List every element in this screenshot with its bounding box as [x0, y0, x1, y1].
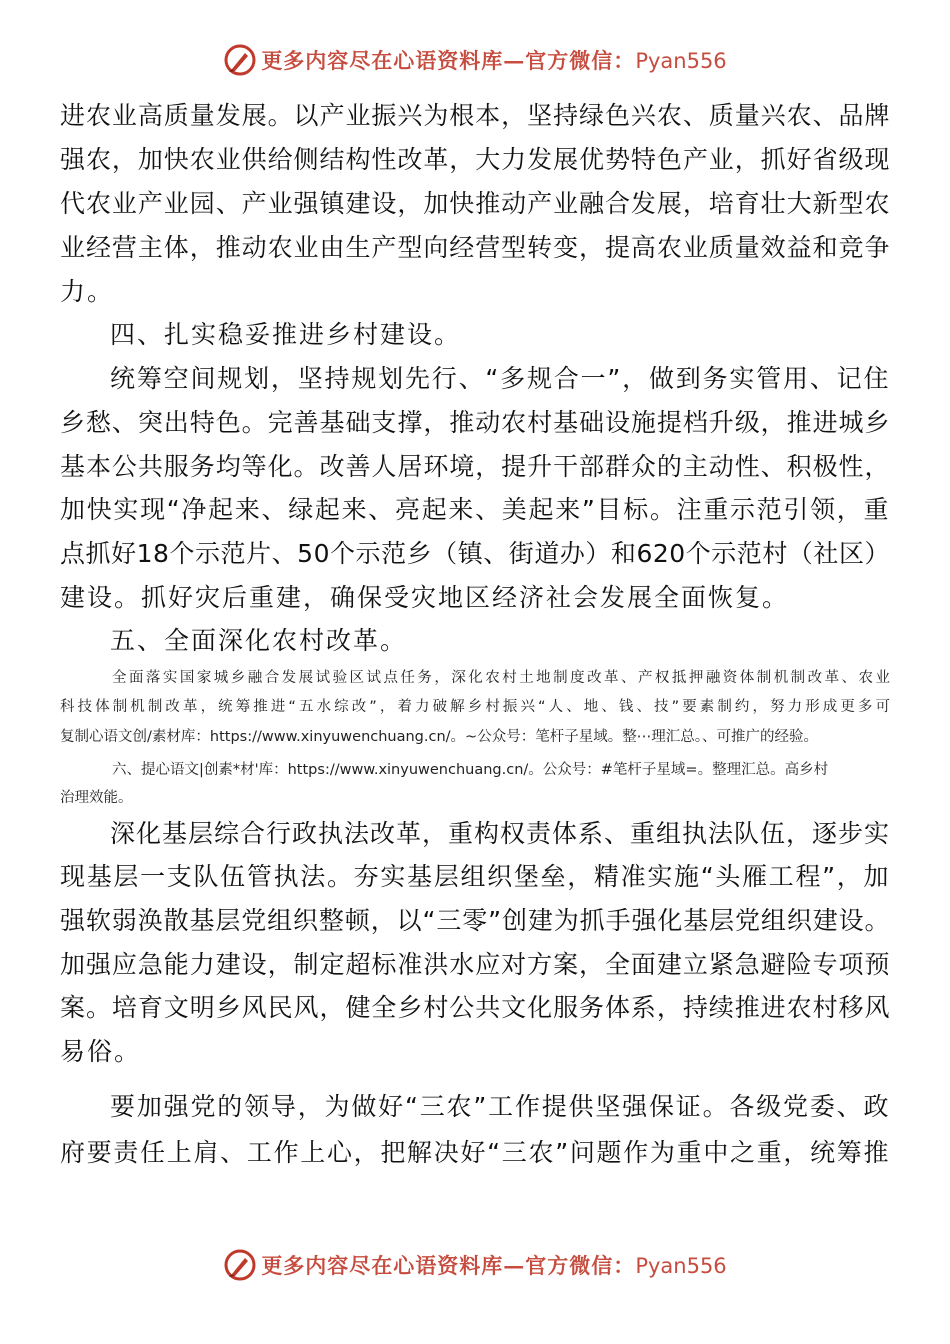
small-line: 科技体制机制改革，统筹推进“五水综改”，着力破解乡村振兴“人、地、钱、技”要素制约，努力形成更多可	[60, 699, 890, 715]
body-line: 加快实现“净起来、绿起来、亮起来、美起来”目标。注重示范引领，重	[60, 495, 890, 524]
body-line: 现基层一支队伍管执法。夯实基层组织堡垒，精准实施“头雁工程”，加	[60, 862, 890, 891]
section-heading: 五、全面深化农村改革。	[110, 626, 408, 655]
small-line: 治理效能。	[60, 790, 133, 806]
section-heading: 四、扎实稳妥推进乡村建设。	[110, 320, 462, 349]
small-line: 全面落实国家城乡融合发展试验区试点任务，深化农村土地制度改革、产权抵押融资体制机制改革、农业	[112, 670, 890, 686]
body-line: 乡愁、突出特色。完善基础支撑，推动农村基础设施提档升级，推进城乡	[60, 408, 890, 437]
body-line: 统筹空间规划，坚持规划先行、“多规合一”，做到务实管用、记住	[110, 364, 890, 393]
body-line: 易俗。	[60, 1037, 142, 1066]
banner-handle: Pyan556	[635, 1254, 727, 1278]
body-line: 府要责任上肩、工作上心，把解决好“三农”问题作为重中之重，统筹推	[60, 1138, 890, 1167]
banner-text: 更多内容尽在心语资料库—官方微信：Pyan556	[261, 48, 727, 73]
body-line: 点抓好18个示范片、50个示范乡（镇、街道办）和620个示范村（社区）	[60, 539, 890, 568]
banner-text: 更多内容尽在心语资料库—官方微信：Pyan556	[261, 1253, 727, 1278]
banner-handle: Pyan556	[635, 49, 727, 73]
small-line: 六、提心语文|创素*材'库：https://www.xinyuwenchuang.cn/。公众号：#笔杆子星域=。整理汇总。高乡村	[112, 762, 829, 778]
body-line: 代农业产业园、产业强镇建设，加快推动产业融合发展，培育壮大新型农	[60, 189, 890, 218]
body-line: 深化基层综合行政执法改革，重构权责体系、重组执法队伍，逐步实	[110, 819, 891, 848]
body-line: 进农业高质量发展。以产业振兴为根本，坚持绿色兴农、质量兴农、品牌	[60, 101, 890, 130]
body-line: 案。培育文明乡风民风，健全乡村公共文化服务体系，持续推进农村移风	[60, 993, 890, 1022]
body-line: 加强应急能力建设，制定超标准洪水应对方案，全面建立紧急避险专项预	[60, 950, 890, 979]
body-line: 建设。抓好灾后重建，确保受灾地区经济社会发展全面恢复。	[60, 583, 790, 612]
footer-banner	[0, 1245, 950, 1285]
small-line: 复制心语文创/素材库：https://www.xinyuwenchuang.cn/。~公众号：笔杆子星域。整⋯理汇总。、可推广的经验。	[60, 729, 818, 745]
body-line: 要加强党的领导，为做好“三农”工作提供坚强保证。各级党委、政	[110, 1092, 890, 1121]
body-line: 强农，加快农业供给侧结构性改革，大力发展优势特色产业，抓好省级现	[60, 145, 890, 174]
pen-logo-icon	[223, 1248, 257, 1282]
body-line: 业经营主体，推动农业由生产型向经营型转变，提高农业质量效益和竞争	[60, 233, 890, 262]
body-line: 力。	[60, 277, 115, 306]
body-line: 强软弱涣散基层党组织整顿，以“三零”创建为抓手强化基层党组织建设。	[60, 906, 890, 935]
body-line: 基本公共服务均等化。改善人居环境，提升干部群众的主动性、积极性，	[60, 452, 890, 481]
